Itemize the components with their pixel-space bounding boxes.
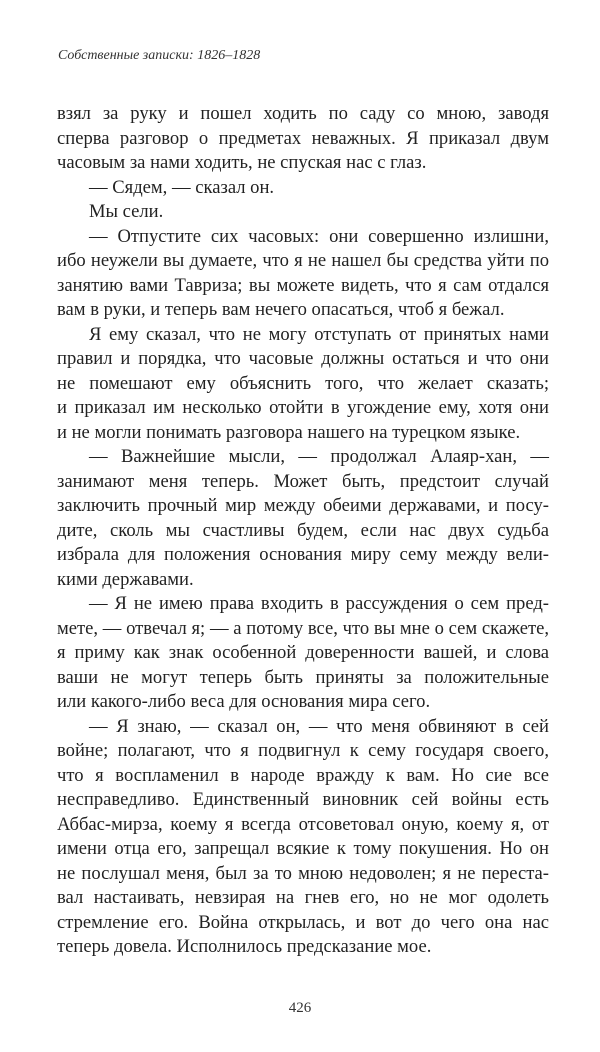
text-line: Аббас-мирза, коему я всегда отсоветовал оную, коему я, от — [57, 813, 549, 835]
text-line: — Важнейшие мысли, — продолжал Алаяр-хан, — — [89, 446, 549, 467]
text-line: — Отпустите сих часовых: они совершенно излишни, — [89, 225, 549, 247]
paragraph — [57, 225, 549, 323]
text-line: не помешают ему объяснить того, что желает сказать; — [57, 372, 549, 394]
text-line: или какого-либо веса для основания мира сего. — [57, 691, 431, 712]
text-line: сперва разговор о предметах неважных. Я приказал двум — [57, 127, 549, 149]
text-line: Я ему сказал, что не могу отступать от принятых нами — [89, 323, 549, 345]
page-number: 426 — [288, 1000, 312, 1016]
text-line: — Сядем, — сказал он. — [89, 176, 275, 198]
paragraph — [57, 445, 549, 592]
text-line: я приму как знак особенной доверенности вашей, и слова — [57, 642, 549, 663]
text-line: ваши не могут теперь быть приняты за положительные — [57, 666, 549, 688]
text-line: правил и порядка, что часовые должны остаться и что они — [57, 348, 549, 369]
text-line: не послушал меня, был за то мною недоволен; я не переста- — [57, 862, 549, 884]
text-line: занимают меня теперь. Может быть, предстоит случай — [57, 470, 549, 492]
paragraph — [57, 592, 549, 715]
text-line: взял за руку и пошел ходить по саду со мною, заводя — [57, 103, 549, 124]
text-line: кими державами. — [57, 568, 194, 590]
text-line: и приказал им несколько отойти в угождение ему, хотя они — [57, 397, 549, 418]
text-line: Мы сели. — [89, 201, 164, 222]
text-line: заключить прочный мир между обеими державами, и посу- — [57, 495, 549, 516]
text-line: несправедливо. Единственный виновник сей войны есть — [57, 789, 549, 810]
text-line: — Я не имею права входить в рассуждения о сем пред- — [89, 593, 549, 614]
text-line: теперь довела. Исполнилось предсказание мое. — [57, 936, 432, 957]
text-line: избрала для положения основания миру сему между вели- — [57, 544, 549, 565]
text-line: вам в руки, и теперь вам нечего опасаться, чтоб я бежал. — [57, 299, 505, 320]
text-line: войне; полагают, что я подвигнул к сему государя своего, — [57, 740, 549, 761]
text-line: дите, сколь мы счастливы будем, если нас двух судьба — [57, 519, 549, 541]
text-line: часовым за нами ходить, не спуская нас с глаз. — [57, 152, 427, 173]
text-line: имени отца его, запрещал всякие к тому покушения. Но он — [57, 838, 549, 859]
paragraph — [57, 176, 549, 201]
paragraph — [57, 200, 549, 225]
text-line: ибо неужели вы думаете, что я не нашел бы средства уйти по — [57, 250, 549, 271]
text-line: что я воспламенил в народе вражду к вам. Но сие все — [57, 764, 549, 786]
body-text — [57, 102, 549, 960]
text-line: — Я знаю, — сказал он, — что меня обвиняют в сей — [89, 715, 549, 737]
paragraph — [57, 715, 549, 960]
paragraph — [57, 102, 549, 176]
text-line: и не могли понимать разговора нашего на турецком языке. — [57, 421, 521, 443]
text-line: стремление его. Война открылась, и вот до чего она нас — [57, 911, 549, 933]
running-head: Собственные записки: 1826–1828 — [58, 48, 261, 63]
text-line: занятию вами Тавриза; вы можете видеть, что я сам отдался — [57, 274, 549, 296]
text-line: мете, — отвечал я; — а потому все, что вы мне о сем скажете, — [57, 617, 549, 639]
text-line: вал настаивать, невзирая на гнев его, но не мог одолеть — [57, 887, 549, 908]
paragraph — [57, 323, 549, 446]
